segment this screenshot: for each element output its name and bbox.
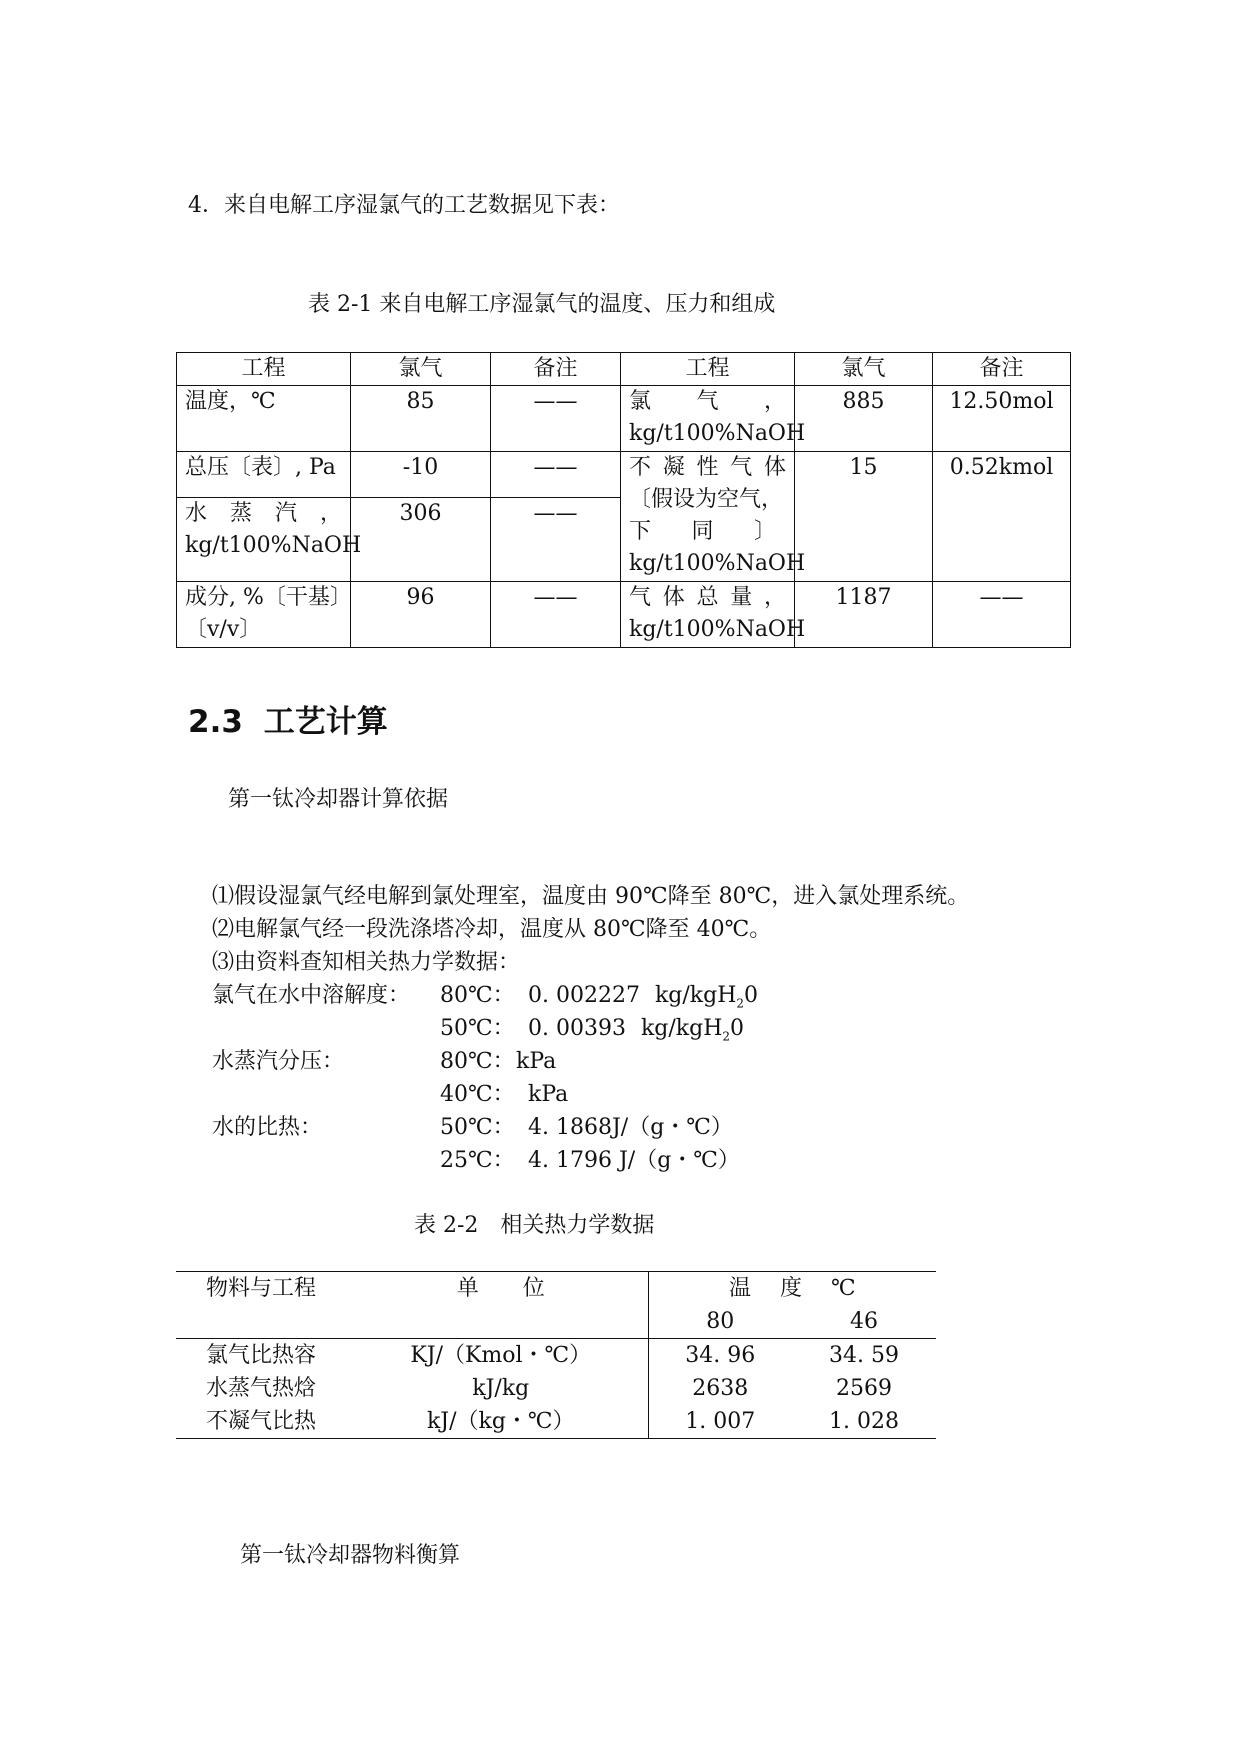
section-number: 2.3: [188, 704, 243, 740]
table-row: [176, 1405, 936, 1439]
table-row: [176, 1339, 936, 1373]
thermo-temp: 80℃：: [440, 1049, 515, 1074]
unit-cell: KJ/（Kmol・℃）: [354, 1339, 648, 1373]
value-cell: 885: [795, 386, 933, 452]
thermo-temp: 50℃：: [440, 1016, 515, 1041]
thermo-value: 4. 1868J/（g・℃）: [528, 1115, 733, 1140]
item-cell: 总压〔表〕, Pa: [177, 452, 351, 498]
item-line: 氯 气 ，: [629, 389, 786, 414]
value-cell: 306: [351, 498, 491, 582]
note-cell: 0.52kmol: [933, 452, 1071, 582]
thermo-value: kPa: [516, 1049, 557, 1074]
thermo-value: 0. 002227: [528, 983, 640, 1008]
assumption-item: ⑵电解氯气经一段洗涤塔冷却，温度从 80℃降至 40℃。: [212, 917, 772, 942]
table-row: [177, 452, 1071, 498]
process-data-table: [176, 352, 1071, 648]
value-cell: 34. 96: [648, 1339, 792, 1373]
thermodynamic-data-table: [176, 1271, 936, 1439]
item-cell: [621, 582, 806, 648]
note-cell: ——: [491, 498, 621, 582]
thermo-row: [212, 1045, 969, 1078]
value-cell: 96: [351, 582, 491, 648]
unit-cell: kJ/kg: [354, 1372, 648, 1405]
thermo-label: 水的比热：: [212, 1115, 323, 1140]
thermo-row: [212, 979, 969, 1012]
header-cell: 物料与工程: [176, 1272, 354, 1306]
thermo-row: [212, 1111, 969, 1144]
item-cell: 水蒸气热焓: [206, 1376, 317, 1401]
header-cell: [176, 1305, 354, 1339]
item-cell: 氯气比热容: [176, 1339, 354, 1373]
table-header-row: [176, 1272, 936, 1306]
intro-paragraph: 4．来自电解工序湿氯气的工艺数据见下表：: [188, 193, 620, 218]
thermo-temp: 40℃：: [440, 1082, 515, 1107]
value-cell: 1. 007: [648, 1405, 792, 1439]
value-cell: 2638: [692, 1376, 749, 1401]
value-cell: 15: [795, 452, 933, 582]
table1-caption: 表 2-1 来自电解工序湿氯气的温度、压力和组成: [308, 292, 776, 317]
unit-subscript: 2: [736, 996, 745, 1011]
header-cell: 工程: [621, 353, 795, 386]
note-cell: 12.50mol: [933, 386, 1071, 452]
section-heading: [188, 696, 388, 741]
header-cell: 80: [706, 1309, 735, 1334]
assumption-item: ⑴假设湿氯气经电解到氯处理室，温度由 90℃降至 80℃，进入氯处理系统。: [212, 884, 970, 909]
table-header-row: [177, 353, 1071, 386]
item-line: 〔v/v〕: [185, 617, 262, 642]
table2-caption: 表 2-2 相关热力学数据: [414, 1213, 655, 1238]
calculation-basis-list: [212, 880, 969, 1177]
note-cell: ——: [491, 582, 621, 648]
table-header-row: [176, 1305, 936, 1339]
unit-text: kg/kgH: [654, 983, 737, 1008]
item-line: 〔假设为空气，: [629, 487, 784, 512]
thermo-value: 4. 1796 J/（g・℃）: [528, 1148, 740, 1173]
thermo-label: 水蒸汽分压：: [212, 1049, 345, 1074]
header-cell: 氯气: [795, 353, 933, 386]
thermo-unit: [640, 1016, 745, 1044]
table-row: [176, 1372, 936, 1405]
table-row: [177, 386, 1071, 452]
item-cell: [177, 498, 362, 582]
note-cell: ——: [933, 582, 1071, 648]
thermo-temp: 80℃：: [440, 983, 515, 1008]
thermo-unit: [654, 983, 759, 1011]
header-cell: 工程: [177, 353, 351, 386]
header-cell: 备注: [933, 353, 1071, 386]
unit-cell: kJ/（kg・℃）: [354, 1405, 648, 1439]
item-line: 成分, %〔干基〕: [185, 585, 352, 610]
thermo-value: 0. 00393: [528, 1016, 626, 1041]
header-cell: 氯气: [351, 353, 491, 386]
header-cell: [354, 1305, 648, 1339]
value-cell: 2569: [836, 1376, 892, 1401]
subheading-material-balance: 第一钛冷却器物料衡算: [240, 1543, 461, 1568]
thermo-row: [212, 1078, 969, 1111]
value-cell: 1. 028: [792, 1405, 936, 1439]
header-cell: 备注: [491, 353, 621, 386]
note-cell: ——: [491, 386, 621, 452]
unit-text: 0: [730, 1016, 745, 1041]
header-cell: 温 度 ℃: [648, 1272, 936, 1306]
item-line: kg/t100%NaOH: [629, 551, 806, 576]
item-line: kg/t100%NaOH: [629, 617, 806, 642]
value-cell: 85: [351, 386, 491, 452]
thermo-label: 氯气在水中溶解度：: [212, 983, 411, 1008]
header-cell: 单 位: [354, 1272, 648, 1306]
unit-text: 0: [744, 983, 759, 1008]
item-line: kg/t100%NaOH: [629, 421, 806, 446]
item-cell: 温度，℃: [177, 386, 351, 452]
thermo-temp: 50℃：: [440, 1115, 515, 1140]
value-cell: -10: [351, 452, 491, 498]
thermo-value: kPa: [528, 1082, 569, 1107]
item-cell: [177, 582, 351, 648]
note-cell: ——: [491, 452, 621, 498]
table-row: [177, 582, 1071, 648]
item-line: 下 同 〕: [629, 519, 776, 544]
item-line: 水 蒸 汽 ，: [185, 501, 342, 526]
item-cell: [621, 386, 806, 452]
unit-subscript: 2: [722, 1029, 731, 1044]
item-line: 不凝性气体: [629, 455, 786, 480]
unit-text: kg/kgH: [640, 1016, 723, 1041]
value-cell: 1187: [795, 582, 933, 648]
item-cell: [621, 452, 806, 582]
item-line: kg/t100%NaOH: [185, 533, 362, 558]
item-line: 气体总量，: [629, 585, 786, 610]
header-cell: 46: [850, 1309, 878, 1334]
assumption-item: ⑶由资料查知相关热力学数据：: [212, 950, 521, 975]
thermo-temp: 25℃：: [440, 1148, 515, 1173]
value-cell: 34. 59: [792, 1339, 936, 1373]
subheading-basis: 第一钛冷却器计算依据: [228, 787, 449, 812]
item-cell: 不凝气比热: [176, 1405, 354, 1439]
section-title: 工艺计算: [263, 704, 388, 740]
thermo-row: [212, 1012, 969, 1045]
thermo-row: [212, 1144, 969, 1177]
